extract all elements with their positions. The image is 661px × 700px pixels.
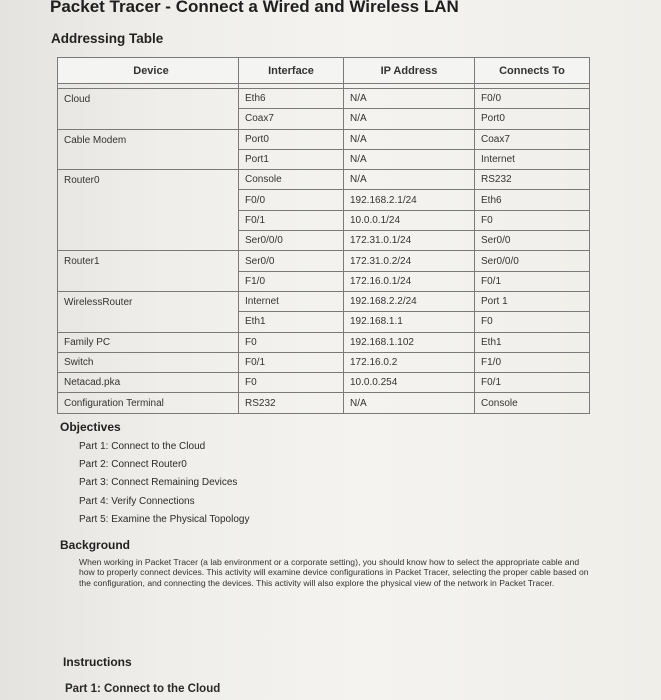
ip-address-cell: N/A <box>344 109 475 129</box>
interface-cell: F0 <box>239 332 344 352</box>
instructions-section <box>63 655 132 669</box>
column-header-interface: Interface <box>239 58 344 84</box>
device-cell: Cloud <box>58 89 239 130</box>
table-row <box>58 393 590 413</box>
connects-to-cell: F0/1 <box>475 373 590 393</box>
ip-address-cell: 172.16.0.2 <box>344 352 475 372</box>
part1-heading: Part 1: Connect to the Cloud <box>65 683 221 695</box>
device-cell: WirelessRouter <box>58 291 239 332</box>
background-paragraph: When working in Packet Tracer (a lab environment or a corporate setting), you should know how to select the appropriate cable and how to properly connect devices. This activity will examine device configurations in Packet Tracer, selecting the proper cable based on the configuration, and connecting the devices. This activity will also explore the physical view of the network in Packet Tracer. <box>79 557 589 588</box>
interface-cell: F0 <box>239 373 344 393</box>
table-row <box>58 129 590 149</box>
background-heading: Background <box>60 538 131 552</box>
ip-address-cell: 172.31.0.2/24 <box>344 251 475 271</box>
connects-to-cell: F1/0 <box>475 352 590 372</box>
table-row <box>58 291 590 311</box>
ip-address-cell: 192.168.1.1 <box>344 312 475 332</box>
interface-cell: Ser0/0 <box>239 251 344 271</box>
ip-address-cell: 192.168.1.102 <box>344 332 475 352</box>
interface-cell: Internet <box>239 291 344 311</box>
objectives-heading: Objectives <box>60 420 121 434</box>
interface-cell: Eth6 <box>239 89 344 109</box>
ip-address-cell: 172.16.0.1/24 <box>344 271 475 291</box>
document-title: Packet Tracer - Connect a Wired and Wireless LAN <box>50 0 459 16</box>
connects-to-cell: F0 <box>475 210 590 230</box>
table-row <box>58 332 590 352</box>
table-row <box>58 373 590 393</box>
connects-to-cell: Port 1 <box>475 291 590 311</box>
ip-address-cell: 172.31.0.1/24 <box>344 231 475 251</box>
table-row <box>58 89 590 109</box>
connects-to-cell: Ser0/0/0 <box>475 251 590 271</box>
ip-address-cell: 192.168.2.1/24 <box>344 190 475 210</box>
table-row <box>58 352 590 372</box>
ip-address-cell: 192.168.2.2/24 <box>344 291 475 311</box>
table-row <box>58 251 590 271</box>
interface-cell: Port1 <box>239 149 344 169</box>
objectives-list <box>60 438 249 529</box>
connects-to-cell: RS232 <box>475 170 590 190</box>
ip-address-cell: N/A <box>344 129 475 149</box>
addressing-table-header <box>58 58 590 84</box>
interface-cell: F0/0 <box>239 190 344 210</box>
column-header-device: Device <box>58 58 239 84</box>
device-cell: Switch <box>58 352 239 372</box>
objective-item: Part 5: Examine the Physical Topology <box>79 513 250 525</box>
interface-cell: F0/1 <box>239 210 344 230</box>
interface-cell: Port0 <box>239 129 344 149</box>
ip-address-cell: N/A <box>344 149 475 169</box>
connects-to-cell: Console <box>475 393 590 413</box>
connects-to-cell: Port0 <box>475 109 590 129</box>
column-header-connects-to: Connects To <box>475 58 590 84</box>
connects-to-cell: F0 <box>475 312 590 332</box>
objective-item: Part 4: Verify Connections <box>79 495 195 507</box>
connects-to-cell: Eth1 <box>475 332 590 352</box>
ip-address-cell: 10.0.0.1/24 <box>344 210 475 230</box>
connects-to-cell: F0/0 <box>475 89 590 109</box>
connects-to-cell: Coax7 <box>475 129 590 149</box>
interface-cell: F1/0 <box>239 271 344 291</box>
ip-address-cell: N/A <box>344 170 475 190</box>
connects-to-cell: Internet <box>475 149 590 169</box>
ip-address-cell: 10.0.0.254 <box>344 373 475 393</box>
interface-cell: RS232 <box>239 393 344 413</box>
interface-cell: Ser0/0/0 <box>239 231 344 251</box>
ip-address-cell: N/A <box>344 393 475 413</box>
column-header-ip-address: IP Address <box>344 58 475 84</box>
device-cell: Configuration Terminal <box>58 393 239 413</box>
background-section <box>60 538 600 588</box>
addressing-table-heading: Addressing Table <box>51 31 164 46</box>
ip-address-cell: N/A <box>344 89 475 109</box>
device-cell: Router1 <box>58 251 239 292</box>
connects-to-cell: F0/1 <box>475 271 590 291</box>
table-row <box>58 170 590 190</box>
interface-cell: Coax7 <box>239 109 344 129</box>
device-cell: Netacad.pka <box>58 373 239 393</box>
objectives-section <box>60 420 249 529</box>
interface-cell: F0/1 <box>239 352 344 372</box>
device-cell: Family PC <box>58 332 239 352</box>
addressing-table <box>57 57 590 414</box>
instructions-heading: Instructions <box>63 655 132 669</box>
connects-to-cell: Ser0/0 <box>475 231 590 251</box>
interface-cell: Eth1 <box>239 312 344 332</box>
addressing-table-body <box>58 84 590 414</box>
objective-item: Part 3: Connect Remaining Devices <box>79 477 238 489</box>
device-cell: Router0 <box>58 170 239 251</box>
device-cell: Cable Modem <box>58 129 239 170</box>
connects-to-cell: Eth6 <box>475 190 590 210</box>
interface-cell: Console <box>239 170 344 190</box>
objective-item: Part 2: Connect Router0 <box>79 459 187 471</box>
objective-item: Part 1: Connect to the Cloud <box>79 441 206 452</box>
